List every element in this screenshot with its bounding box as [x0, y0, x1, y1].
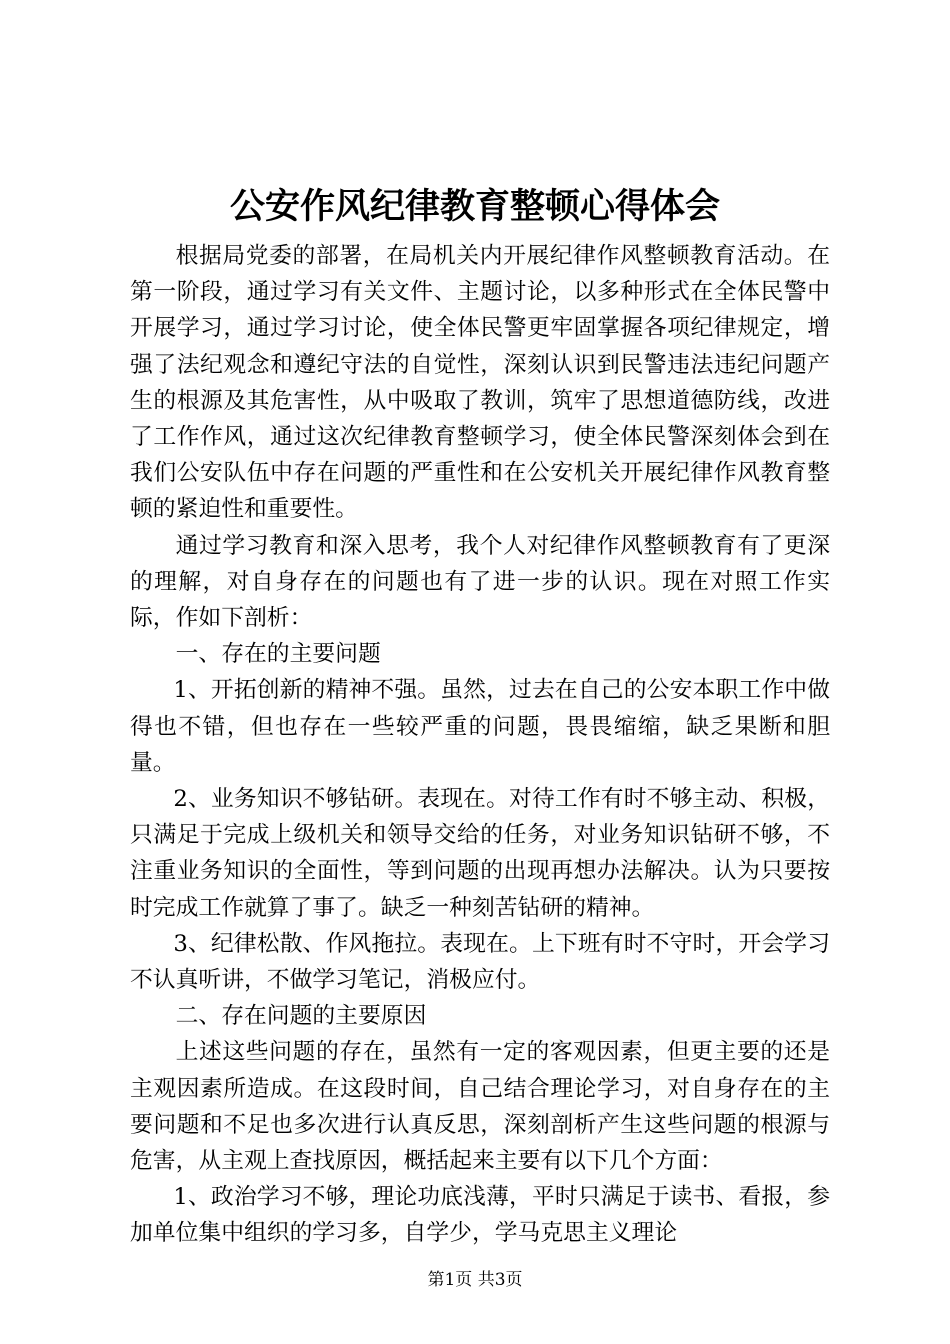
list-item-problem-1: 1、开拓创新的精神不强。虽然，过去在自己的公安本职工作中做得也不错，但也存在一些较严重的问题，畏畏缩缩，缺乏果断和胆量。	[130, 677, 830, 776]
page-footer: 第1页 共3页	[427, 1270, 523, 1290]
section-heading-causes: 二、存在问题的主要原因	[175, 1003, 427, 1030]
paragraph-causes-intro: 上述这些问题的存在，虽然有一定的客观因素，但更主要的还是主观因素所造成。在这段时间，自己结合理论学习，对自身存在的主要问题和不足也多次进行认真反思，深刻剖析产生这些问题的根源与危害，从主观上查找原因，概括起来主要有以下几个方面：	[130, 1039, 830, 1175]
list-item-problem-3: 3、纪律松散、作风拖拉。表现在。上下班有时不守时，开会学习不认真听讲，不做学习笔记，消极应付。	[130, 930, 830, 994]
list-item-cause-1: 1、政治学习不够，理论功底浅薄，平时只满足于读书、看报，参加单位集中组织的学习多，自学少，学马克思主义理论	[130, 1184, 830, 1247]
section-heading-problems: 一、存在的主要问题	[175, 641, 381, 668]
document-title: 公安作风纪律教育整顿心得体会	[229, 186, 720, 227]
paragraph-intro: 根据局党委的部署，在局机关内开展纪律作风整顿教育活动。在第一阶段，通过学习有关文件、主题讨论，以多种形式在全体民警中开展学习，通过学习讨论，使全体民警更牢固掌握各项纪律规定，增强了法纪观念和遵纪守法的自觉性，深刻认识到民警违法违纪问题产生的根源及其危害性，从中吸取了教训，筑牢了思想道德防线，改进了工作作风，通过这次纪律教育整顿学习，使全体民警深刻体会到在我们公安队伍中存在问题的严重性和在公安机关开展纪律作风教育整顿的紧迫性和重要性。	[130, 243, 830, 523]
paragraph-reflection: 通过学习教育和深入思考，我个人对纪律作风整顿教育有了更深的理解，对自身存在的问题也有了进一步的认识。现在对照工作实际，作如下剖析：	[130, 532, 830, 632]
document-body	[130, 238, 830, 1252]
list-item-problem-2: 2、业务知识不够钻研。表现在。对待工作有时不够主动、积极，只满足于完成上级机关和领导交给的任务，对业务知识钻研不够，不注重业务知识的全面性，等到问题的出现再想办法解决。认为只要按时完成工作就算了事了。缺乏一种刻苦钻研的精神。	[130, 786, 830, 921]
